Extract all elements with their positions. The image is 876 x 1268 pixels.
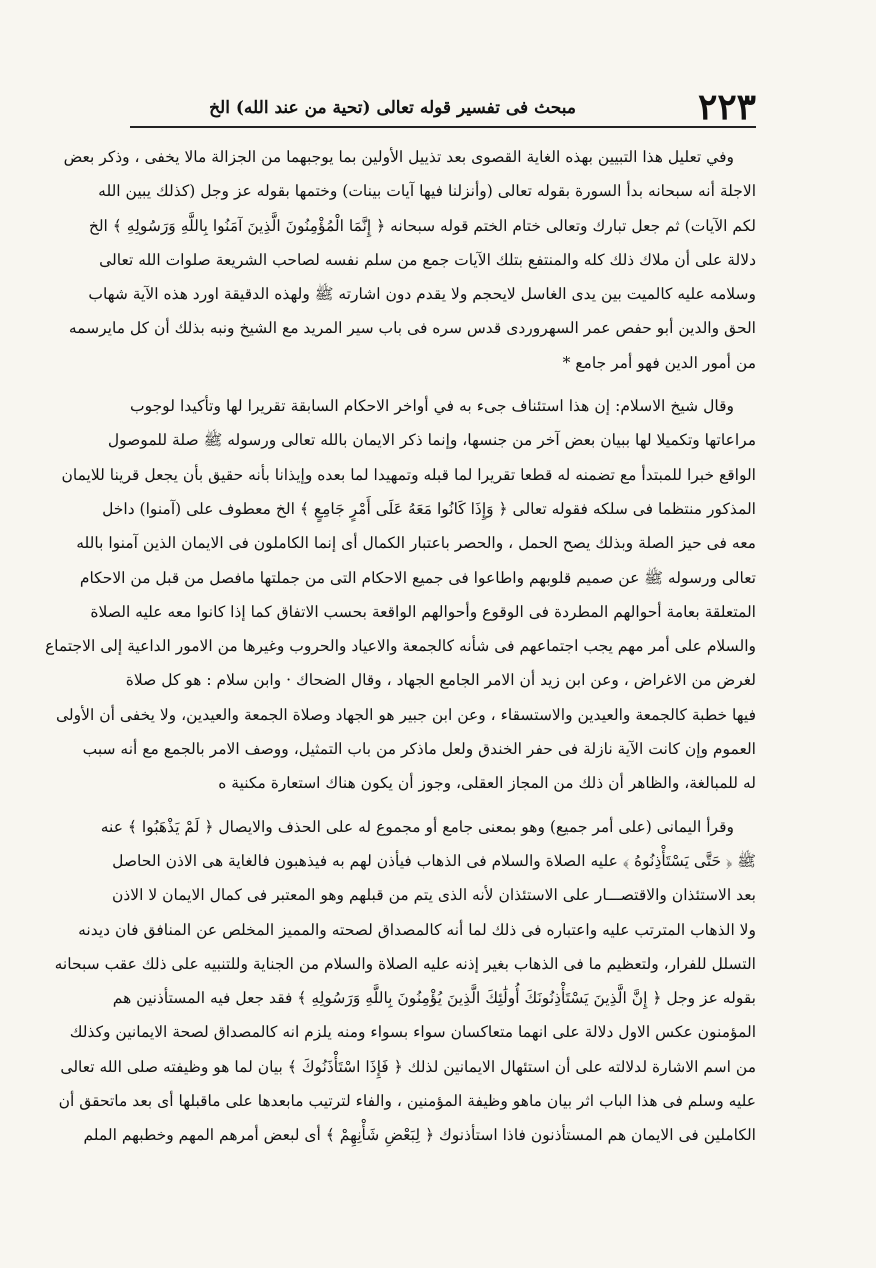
- text-line: من اسم الاشارة لدلالته على أن استئهال الايمانين لذلك ﴿ فَإِذَا اسْتَأْذَنُوكَ ﴾ بيان لما هو وظيفته صلى الله تعالى: [60, 1057, 756, 1076]
- text-line: ﷺ ﴿ حَتَّى يَسْتَأْذِنُوهُ ﴾ عليه الصلاة والسلام فى الذهاب فيأذن لهم به فيذهبون فالغاية هى الاذن الحاصل: [112, 851, 756, 870]
- text-line: معه فى حيز الصلة وبذلك يصح الحمل ، والحصر باعتبار الكمال أى إنما الكاملون فى الايمان الذين آمنوا بالله: [76, 534, 756, 553]
- text-line: العموم وإن كانت الآية نازلة فى حفر الخندق ولعل ماذكر من باب التمثيل، ووصف الامر بالجمع مع أنه سبب: [82, 740, 756, 759]
- text-line: وقال شيخ الاسلام: إن هذا استئناف جىء به في أواخر الاحكام السابقة تقريرا لها وتأكيدا لوجوب: [130, 397, 734, 416]
- running-title: مبحث فى تفسير قوله تعالى (تحية من عند الله) الخ: [209, 98, 576, 118]
- header-rule: [130, 126, 756, 128]
- text-line: له للمبالغة، والظاهر أن ذلك من المجاز العقلى، وجوز أن يكون هناك استعارة مكنية ه: [218, 774, 756, 793]
- text-line: بقوله عز وجل ﴿ إِنَّ الَّذِينَ يَسْتَأْذِنُونَكَ أُولَٰئِكَ الَّذِينَ يُؤْمِنُونَ بِاللَّهِ وَرَسُولِهِ ﴾ فقد جعل فيه المستأذنين هم: [112, 989, 756, 1008]
- page-number: ٢٢٣: [697, 86, 756, 128]
- text-line: عليه وسلم فى هذا الباب اثر بيان ماهو وظيفة المؤمنين ، والفاء لترتيب مابعدها على ماقبلها أى بعد ماتحقق أن: [58, 1092, 756, 1111]
- text-line: وقرأ اليمانى (على أمر جميع) وهو بمعنى جامع أو مجموع له على الحذف والايصال ﴿ لَمْ يَذْهَبُوا ﴾ عنه: [100, 817, 734, 836]
- text-line: المؤمنون عكس الاول دلالة على انهما متعاكسان سواء بسواء ومنه يلزم انه كالمصداق لصحة الايمانين وكذلك: [69, 1023, 756, 1042]
- text-line: المتعلقة بعامة أحوالهم المطردة فى الوقوع وأحوالهم الواقعة بحسب الاتفاق كما إذا كانوا معه عليه الصلاة: [90, 602, 756, 621]
- text-line: الكاملين فى الايمان هم المستأذنون فاذا استأذنوك ﴿ لِبَعْضِ شَأْنِهِمْ ﴾ أى لبعض أمرهم المهم وخطبهم الملم: [83, 1126, 756, 1145]
- text-line: وسلامه عليه كالميت بين يدى الغاسل لايحجم ولا يقدم دون اشارته ﷺ ولهذه الدقيقة اورد هذه الآية شهاب: [88, 285, 756, 304]
- text-line: الاجلة أنه سبحانه بدأ السورة بقوله تعالى (وأنزلنا فيها آيات بينات) وختمها بقوله عز وجل (كذلك يبين الله: [98, 182, 756, 201]
- text-line: لغرض من الاغراض ، وعن ابن زيد أن الامر الجامع الجهاد ، وقال الضحاك · وابن سلام : هو كل صلاة: [125, 671, 756, 690]
- text-line: لكم الآيات) ثم جعل تبارك وتعالى ختام الختم قوله سبحانه ﴿ إِنَّمَا الْمُؤْمِنُونَ الَّذِينَ آمَنُوا بِاللَّهِ وَرَسُولِهِ ﴾ الخ: [88, 216, 756, 235]
- text-line: الحق والدين أبو حفص عمر السهروردى قدس سره فى باب سير المريد مع الشيخ ونبه بذلك أن كل مايرسمه: [68, 319, 756, 338]
- text-line: التسلل للفرار، ولتعظيم ما فى الذهاب بغير إذنه عليه الصلاة والسلام من الجناية وللتنبيه على ذلك عقب سبحانه: [54, 954, 756, 973]
- paragraph-3: [54, 810, 756, 1153]
- text-line: وفي تعليل هذا التبيين بهذه الغاية القصوى بعد تذييل الأولين بما يوجبهما من الجزالة مالا يخفى ، وذكر بعض: [63, 148, 734, 166]
- text-line: من أمور الدين فهو أمر جامع *: [562, 353, 756, 372]
- text-line: ولا الذهاب المترتب عليه واعتباره فى ذلك لما أنه كالمصداق لصحته والمميز المخلص عن المنافق فان ديدنه: [78, 920, 756, 939]
- text-line: مراعاتها وتكميلا لها ببيان بعض آخر من جنسها، وإنما ذكر الايمان بالله تعالى ورسوله ﷺ صلة للموصول: [107, 431, 756, 450]
- page-body: [44, 140, 756, 1162]
- text-line: دلالة على أن ملاك ذلك كله والمنتفع بتلك الآيات جمع من سلم نفسه لصاحب الشريعة صلوات الله تعالى: [99, 250, 756, 269]
- text-line: فيها خطبة كالجمعة والعيدين والاستسقاء ، وعن ابن جبير هو الجهاد وصلاة الجمعة والعيدين، ولا يخفى أن الأولى: [56, 705, 756, 724]
- text-line: والسلام على أمر مهم يجب اجتماعهم فى شأنه كالجمعة والاعياد والحروب وغيرها من الامور الداعية إلى الاجتماع: [44, 637, 756, 656]
- text-line: المذكور منتظما فى سلكه فقوله تعالى ﴿ وَإِذَا كَانُوا مَعَهُ عَلَى أَمْرٍ جَامِعٍ ﴾ الخ معطوف على (آمنوا) داخل: [102, 499, 756, 518]
- paragraph-2: [44, 389, 756, 801]
- page-header: [130, 86, 756, 128]
- text-line: الواقع خبرا للمبتدأ مع تضمنه له قطعا تقريرا لما قبله وتمهيدا لما بعده وإيذانا بأنه حقيق بأن يجعل قرينا للايمان: [61, 465, 756, 484]
- text-line: تعالى ورسوله ﷺ عن صميم قلوبهم واطاعوا فى جميع الاحكام التى من جملتها مافصل من قبل من الاحكام: [79, 568, 756, 587]
- paragraph-1: [63, 140, 756, 380]
- text-line: بعد الاستئذان والاقتصـــار على الاستئذان لأنه الذى يتم من قبلهم وهو المعتبر فى كمال الايمان لا الاذن: [111, 886, 756, 905]
